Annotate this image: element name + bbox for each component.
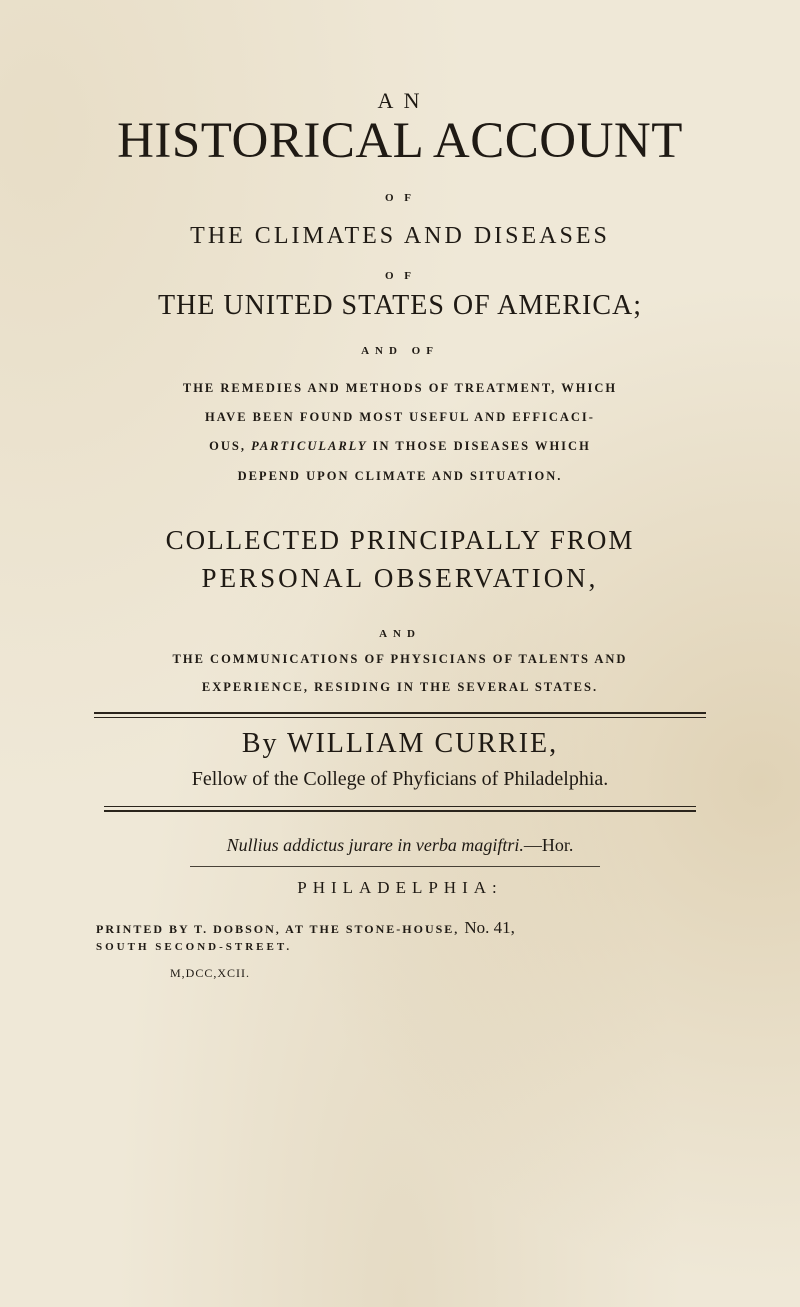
remedies-italic: PARTICULARLY (251, 439, 368, 453)
communications-line: THE COMMUNICATIONS OF PHYSICIANS OF TALENTS AND (172, 652, 628, 666)
connector-and: AND (379, 628, 421, 640)
remedies-line: HAVE BEEN FOUND MOST USEFUL AND EFFICACI- (205, 410, 595, 424)
imprint-printer (96, 918, 515, 938)
remedies-line: THE REMEDIES AND METHODS OF TREATMENT, WHICH (182, 381, 618, 395)
divider-rule (104, 806, 696, 807)
connector-and-of: AND OF (361, 345, 439, 357)
divider-rule (104, 810, 696, 812)
remedies-text: OUS, (209, 439, 252, 453)
epigraph (0, 835, 800, 856)
divider-rule (190, 866, 600, 867)
remedies-text: IN THOSE DISEASES WHICH (367, 439, 591, 453)
collected-line: PERSONAL OBSERVATION, (201, 563, 599, 593)
author-affiliation: Fellow of the College of Phyficians of Philadelphia. (191, 768, 609, 790)
connector-of: O F (384, 270, 416, 282)
imprint-printer-text: PRINTED BY T. DOBSON, AT THE STONE-HOUSE, (96, 922, 460, 936)
epigraph-source: —Hor. (523, 835, 574, 855)
divider-rule (94, 712, 706, 714)
remedies-line: DEPEND UPON CLIMATE AND SITUATION. (237, 469, 563, 483)
collected-line: COLLECTED PRINCIPALLY FROM (165, 525, 635, 555)
pre-title: A N (377, 88, 423, 113)
subtitle-united-states: THE UNITED STATES OF AMERICA; (157, 290, 643, 321)
remedies-line (0, 439, 800, 454)
imprint-place: PHILADELPHIA: (297, 878, 503, 897)
communications-line: EXPERIENCE, RESIDING IN THE SEVERAL STATES. (201, 680, 599, 694)
imprint-street: SOUTH SECOND-STREET. (96, 941, 293, 953)
divider-rule (94, 717, 706, 718)
imprint-number: No. 41, (464, 918, 515, 937)
imprint-date: M,DCC,XCII. (170, 966, 251, 980)
author-line: By WILLIAM CURRIE, (241, 728, 559, 759)
epigraph-text: Nullius addictus jurare in verba magiftri. (226, 835, 524, 855)
connector-of: O F (384, 192, 416, 204)
main-title: HISTORICAL ACCOUNT (117, 113, 683, 169)
subtitle-climates: THE CLIMATES AND DISEASES (190, 223, 610, 249)
